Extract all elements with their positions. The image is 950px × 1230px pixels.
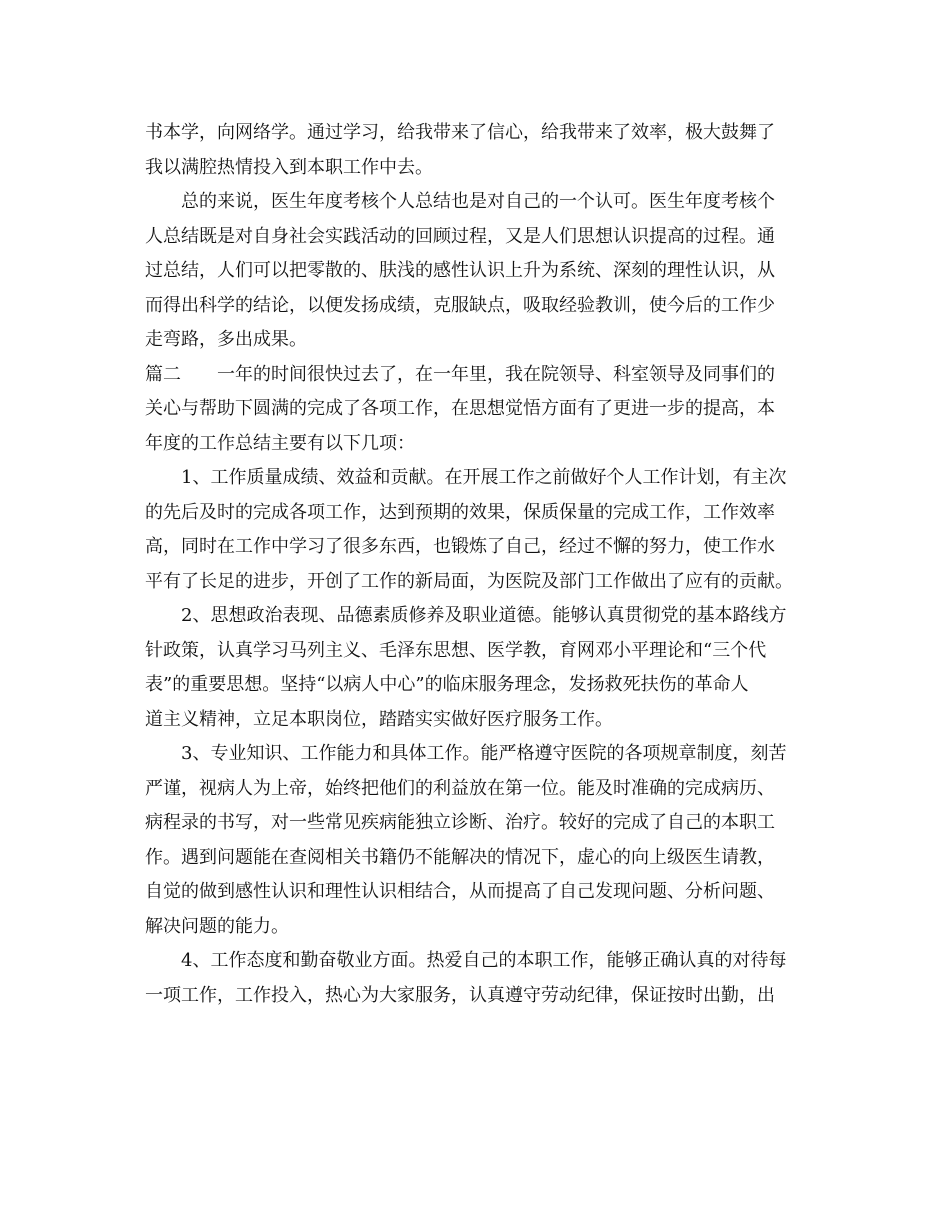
text-line: 人总结既是对自身社会实践活动的回顾过程，又是人们思想认识提高的过程。通: [145, 225, 775, 247]
text-line: 病程录的书写，对一些常见疾病能独立诊断、治疗。较好的完成了自己的本职工: [145, 812, 775, 833]
text-line: 解决问题的能力。: [145, 915, 289, 937]
text-line: 表”的重要思想。坚持“以病人中心”的临床服务理念，发扬救死扶伤的革命人: [145, 674, 749, 695]
text-line: 篇二 一年的时间很快过去了，在一年里，我在院领导、科室领导及同事们的: [145, 363, 775, 385]
text-line: 年度的工作总结主要有以下几项：: [145, 432, 415, 454]
text-line: 过总结，人们可以把零散的、肤浅的感性认识上升为系统、深刻的理性认识，从: [145, 260, 775, 281]
text-line: 走弯路，多出成果。: [145, 329, 307, 350]
text-line: 书本学，向网络学。通过学习，给我带来了信心，给我带来了效率，极大鼓舞了: [145, 122, 775, 143]
text-line: 1、工作质量成绩、效益和贡献。在开展工作之前做好个人工作计划，有主次: [181, 467, 787, 488]
text-line: 自觉的做到感性认识和理性认识相结合，从而提高了自己发现问题、分析问题、: [145, 881, 775, 902]
text-line: 针政策，认真学习马列主义、毛泽东思想、医学教，育网邓小平理论和“三个代: [145, 639, 767, 661]
text-line: 而得出科学的结论，以便发扬成绩，克服缺点，吸取经验教训，使今后的工作少: [145, 294, 775, 316]
text-line: 2、思想政治表现、品德素质修养及职业道德。能够认真贯彻党的基本路线方: [181, 605, 787, 626]
text-line: 关心与帮助下圆满的完成了各项工作，在思想觉悟方面有了更进一步的提高，本: [145, 398, 775, 419]
document-body: [145, 116, 805, 1013]
text-line: 道主义精神，立足本职岗位，踏踏实实做好医疗服务工作。: [145, 708, 613, 730]
text-line: 一项工作，工作投入，热心为大家服务，认真遵守劳动纪律，保证按时出勤，出: [145, 984, 775, 1006]
text-line: 作。遇到问题能在查阅相关书籍仍不能解决的情况下，虚心的向上级医生请教，: [145, 846, 775, 868]
text-line: 3、专业知识、工作能力和具体工作。能严格遵守医院的各项规章制度，刻苦: [181, 743, 787, 764]
text-line: 高，同时在工作中学习了很多东西，也锻炼了自己，经过不懈的努力，使工作水: [145, 536, 775, 557]
text-line: 4、工作态度和勤奋敬业方面。热爱自己的本职工作，能够正确认真的对待每: [181, 950, 787, 971]
text-line: 的先后及时的完成各项工作，达到预期的效果，保质保量的完成工作，工作效率: [145, 501, 775, 523]
text-line: 我以满腔热情投入到本职工作中去。: [145, 156, 433, 178]
text-line: 严谨，视病人为上帝，始终把他们的利益放在第一位。能及时准确的完成病历、: [145, 777, 775, 799]
text-line: 总的来说，医生年度考核个人总结也是对自己的一个认可。医生年度考核个: [181, 191, 775, 212]
text-line: 平有了长足的进步，开创了工作的新局面，为医院及部门工作做出了应有的贡献。: [145, 570, 793, 592]
